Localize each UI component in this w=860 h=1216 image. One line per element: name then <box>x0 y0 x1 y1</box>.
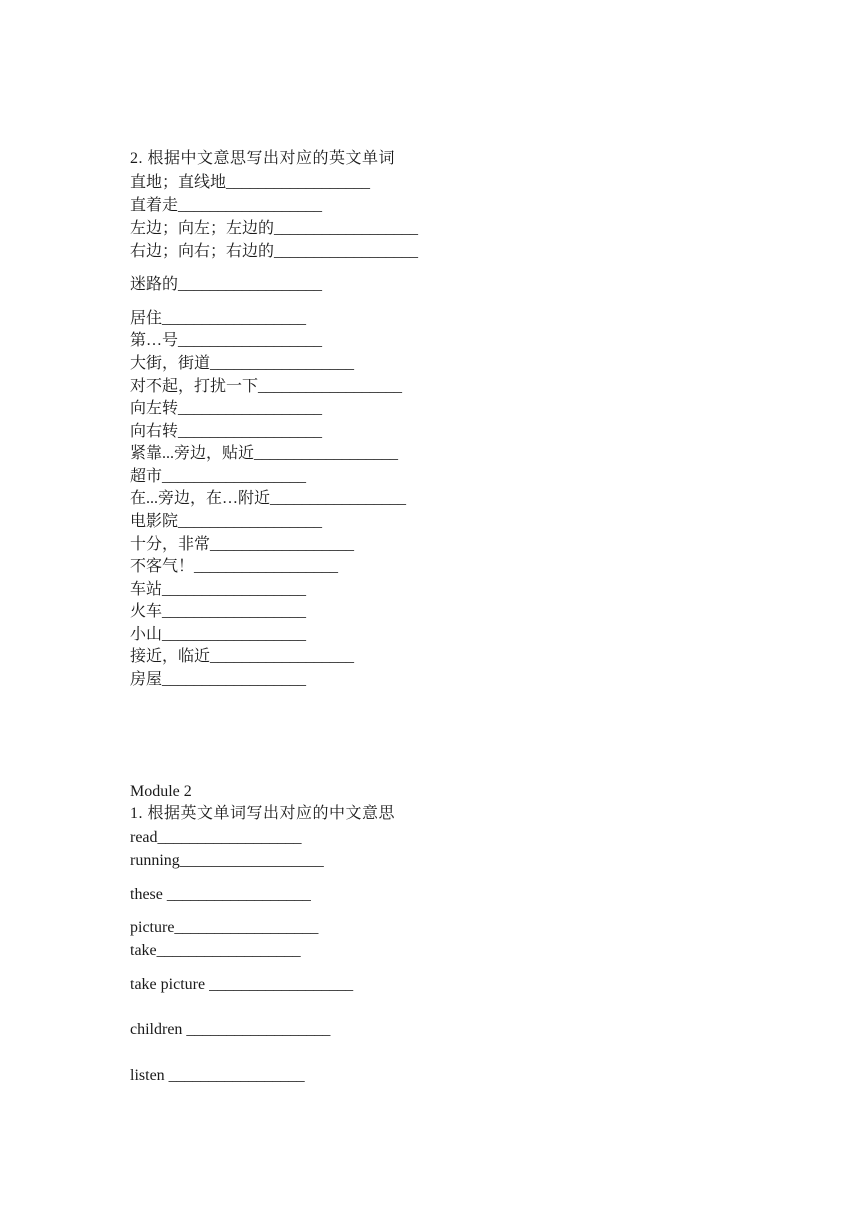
vocab-item: take__________________ <box>130 942 301 959</box>
vocab-item: 超市__________________ <box>130 468 307 485</box>
vocab-item: 电影院__________________ <box>130 513 323 530</box>
vocab-item: read__________________ <box>130 829 302 846</box>
vocab-item: 直着走__________________ <box>130 197 323 214</box>
vocab-item: 房屋__________________ <box>130 671 307 688</box>
module-title: Module 2 <box>130 783 192 800</box>
vocab-item: these __________________ <box>130 886 311 903</box>
vocab-item: 左边；向左；左边的__________________ <box>130 220 419 237</box>
vocab-item: 十分，非常__________________ <box>130 536 355 553</box>
vocab-item: 大街，街道__________________ <box>130 355 355 372</box>
vocab-item: picture__________________ <box>130 919 319 936</box>
vocab-item: 直地；直线地__________________ <box>130 174 371 191</box>
vocab-item: 第…号__________________ <box>130 332 323 349</box>
vocab-item: listen _________________ <box>130 1067 305 1084</box>
vocab-item: 车站__________________ <box>130 581 307 598</box>
vocab-item: running__________________ <box>130 852 324 869</box>
vocab-item: 右边；向右；右边的__________________ <box>130 243 419 260</box>
vocab-item: 居住__________________ <box>130 310 307 327</box>
vocab-item: children __________________ <box>130 1021 331 1038</box>
section-heading-english-to-chinese: 1. 根据英文单词写出对应的中文意思 <box>130 805 396 822</box>
vocab-item: 迷路的__________________ <box>130 276 323 293</box>
vocab-item: 接近，临近__________________ <box>130 648 355 665</box>
vocab-item: take picture __________________ <box>130 976 354 993</box>
vocab-item: 火车__________________ <box>130 603 307 620</box>
vocab-item: 对不起，打扰一下__________________ <box>130 378 403 395</box>
vocab-item: 向右转__________________ <box>130 423 323 440</box>
vocab-item: 小山__________________ <box>130 626 307 643</box>
vocab-item: 在...旁边，在…附近_________________ <box>130 490 407 507</box>
vocab-item: 向左转__________________ <box>130 400 323 417</box>
section-heading-chinese-to-english: 2. 根据中文意思写出对应的英文单词 <box>130 150 396 167</box>
vocab-item: 紧靠...旁边，贴近__________________ <box>130 445 399 462</box>
vocab-item: 不客气！__________________ <box>130 558 339 575</box>
